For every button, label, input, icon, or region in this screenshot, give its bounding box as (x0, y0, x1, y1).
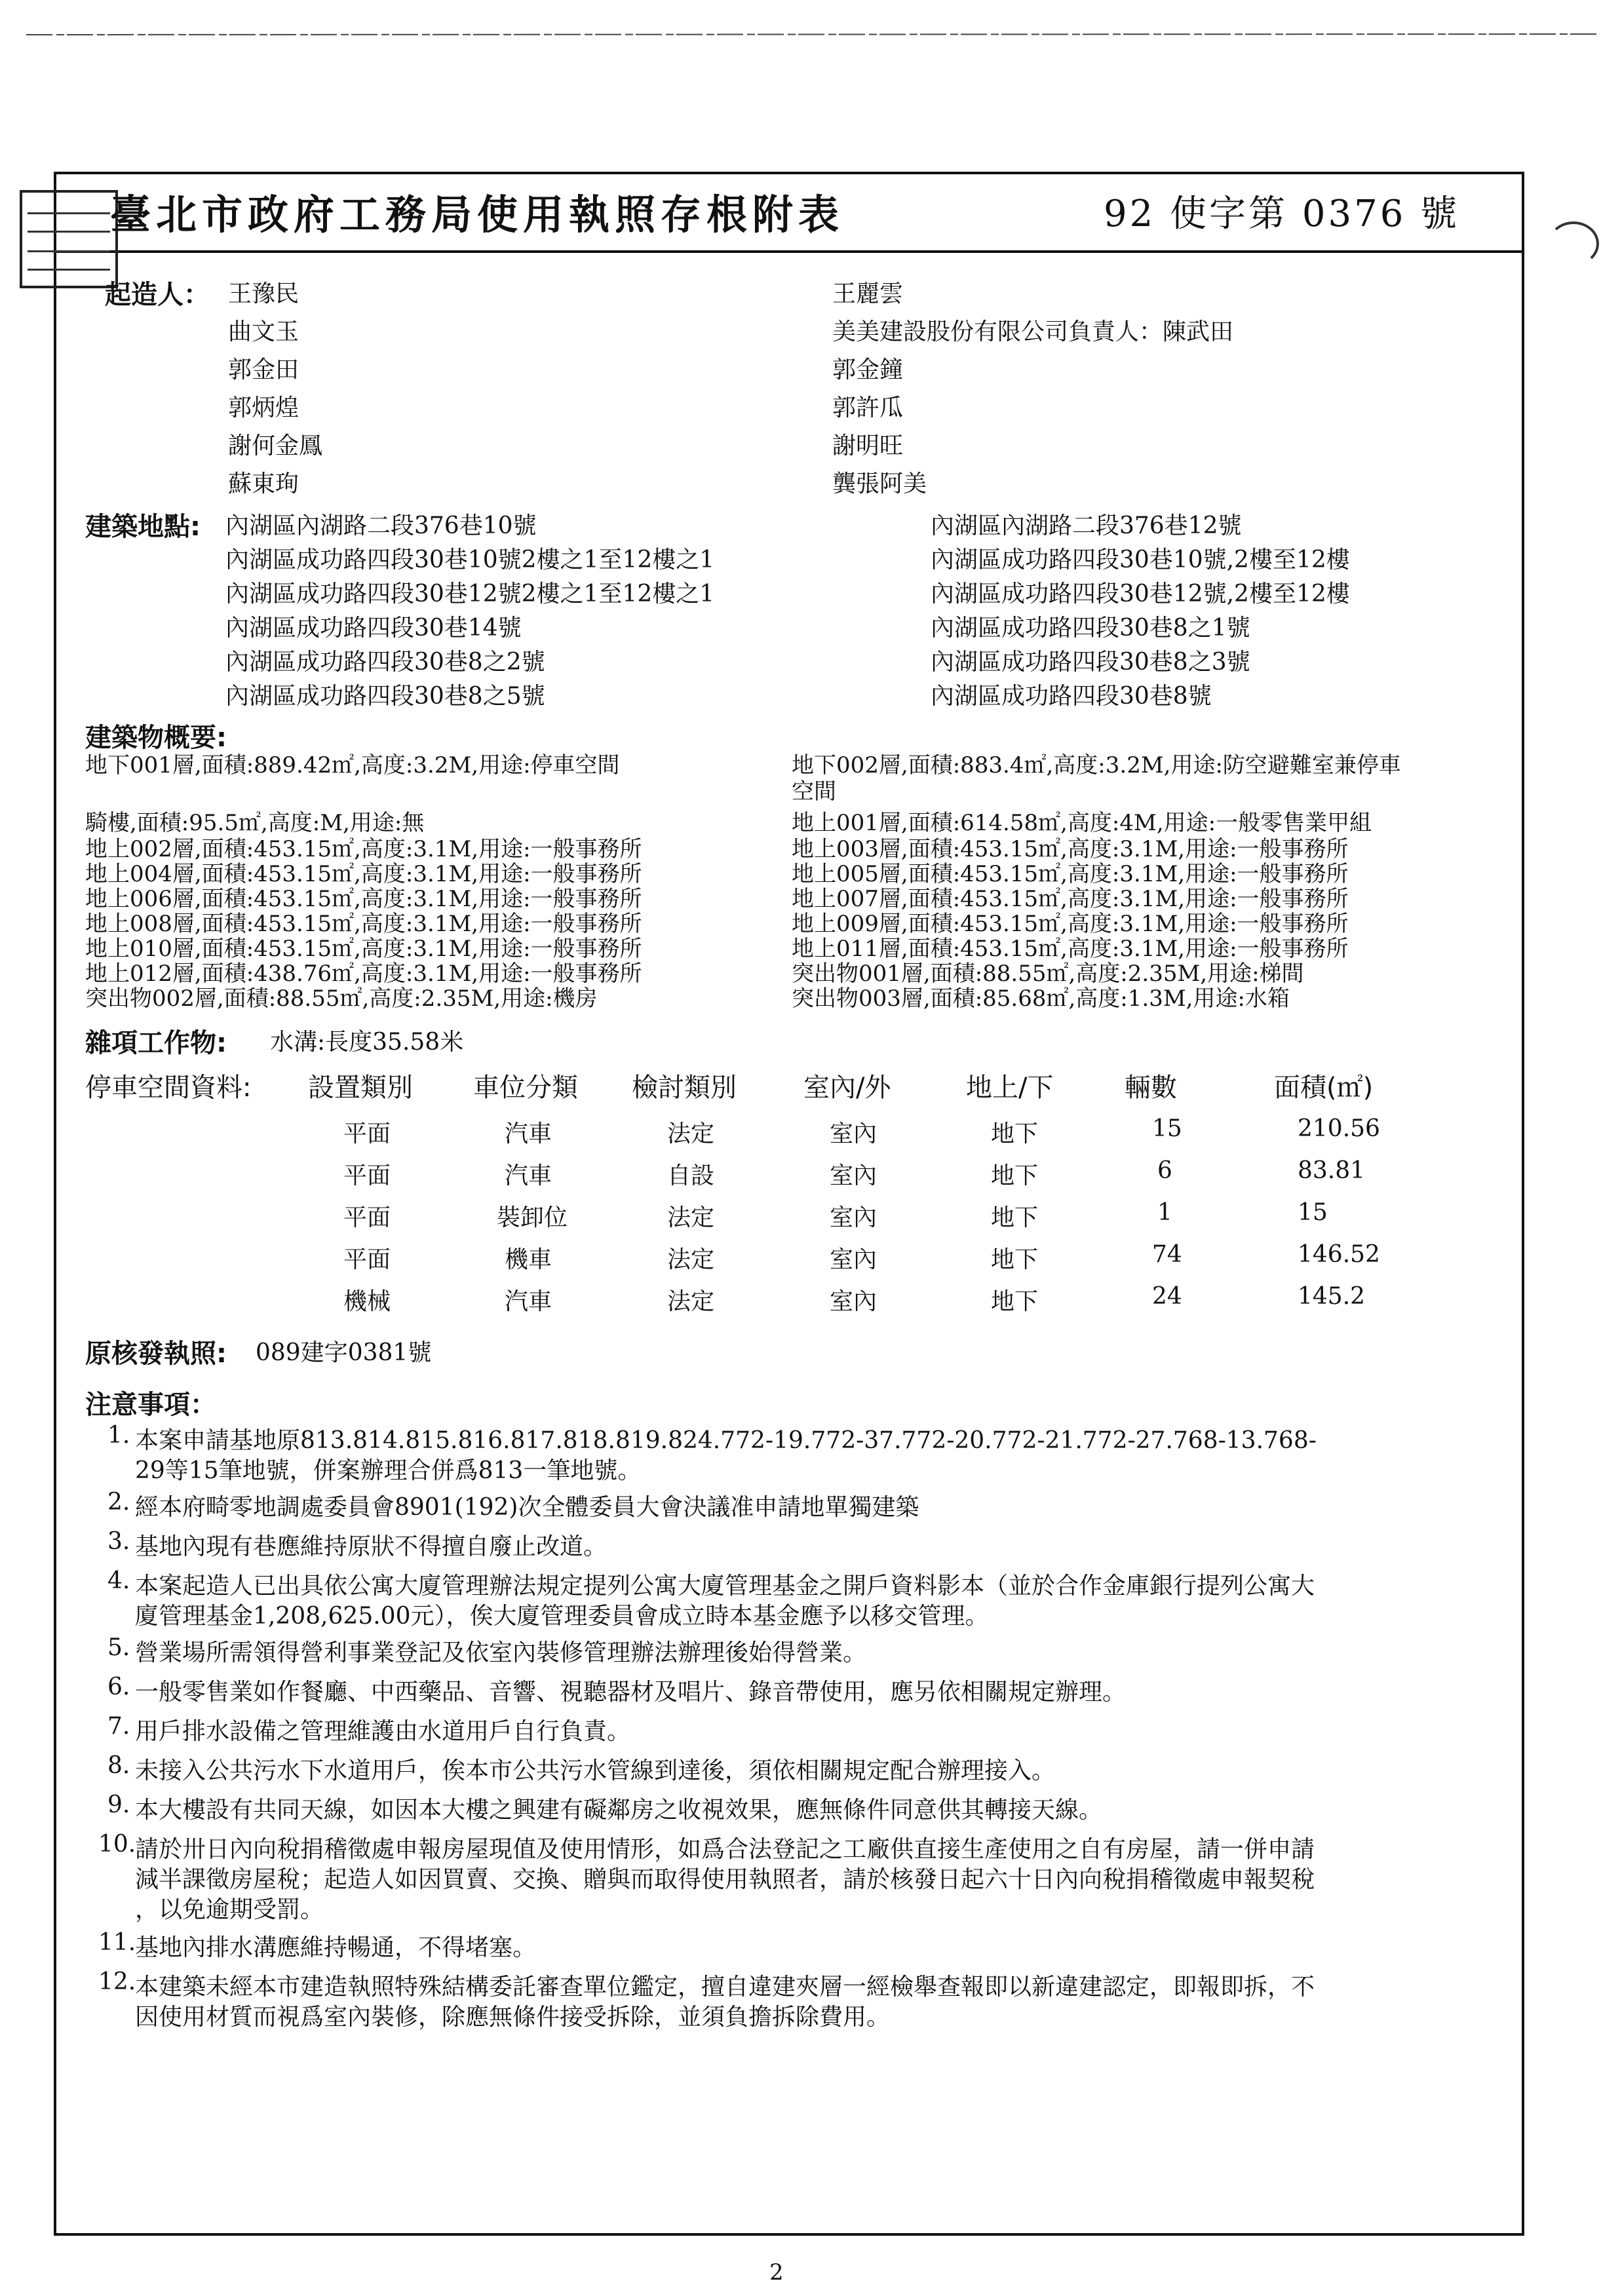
starters-label: 起造人： (105, 280, 210, 310)
note-text: 廈管理基金1,208,625.00元），俟大廈管理委員會成立時本基金應予以移交管理。 (135, 1603, 989, 1630)
starter-name: 曲文玉 (228, 318, 299, 345)
floor-entry: 地上009層,面積:453.15㎡,高度:3.1M,用途:一般事務所 (792, 911, 1349, 937)
parking-cell: 地下 (991, 1204, 1039, 1231)
parking-cell: 室內 (830, 1288, 878, 1315)
original-permit-label: 原核發執照: (85, 1339, 227, 1369)
note-number: 5. (107, 1634, 130, 1661)
hole-punch-mark (1548, 221, 1599, 266)
parking-cell: 1 (1157, 1199, 1172, 1226)
parking-header: 檢討類別 (632, 1073, 737, 1103)
parking-cell: 地下 (991, 1120, 1039, 1147)
note-number: 9. (107, 1791, 130, 1818)
floor-entry: 地下002層,面積:883.4㎡,高度:3.2M,用途:防空避難室兼停車 (792, 752, 1401, 778)
parking-cell: 15 (1152, 1115, 1182, 1142)
parking-header: 地上/下 (966, 1073, 1054, 1103)
floor-entry: 地上008層,面積:453.15㎡,高度:3.1M,用途:一般事務所 (85, 911, 642, 937)
parking-header: 面積(㎡) (1274, 1073, 1374, 1103)
note-number: 2. (107, 1489, 130, 1516)
note-text: 本案申請基地原813.814.815.816.817.818.819.824.772-19.772-37.772-20.772-21.772-27.768-13.768- (135, 1427, 1317, 1454)
parking-cell: 法定 (667, 1288, 715, 1315)
note-text: 減半課徵房屋稅；起造人如因買賣、交換、贈與而取得使用執照者，請於核發日起六十日內向稅捐稽徵處申報契稅 (135, 1866, 1315, 1893)
parking-cell: 平面 (343, 1204, 391, 1231)
parking-label: 停車空間資料: (85, 1073, 252, 1103)
parking-cell: 210.56 (1298, 1115, 1380, 1142)
note-number: 4. (107, 1567, 130, 1594)
floor-entry: 地上003層,面積:453.15㎡,高度:3.1M,用途:一般事務所 (792, 836, 1349, 862)
site-address: 內湖區成功路四段30巷12號,2樓至12樓 (931, 581, 1350, 607)
parking-cell: 機車 (505, 1246, 552, 1273)
parking-cell: 汽車 (505, 1162, 552, 1189)
building-label: 建築物概要: (85, 723, 227, 753)
starter-name: 龔張阿美 (832, 470, 927, 497)
floor-entry: 地上005層,面積:453.15㎡,高度:3.1M,用途:一般事務所 (792, 861, 1349, 887)
site-address: 內湖區內湖路二段376巷10號 (225, 512, 537, 539)
misc-label: 雜項工作物: (85, 1028, 227, 1058)
note-number: 3. (107, 1528, 130, 1555)
note-text: 本大樓設有共同天線，如因本大樓之興建有礙鄰房之收視效果，應無條件同意供其轉接天線。 (135, 1797, 1103, 1824)
floor-entry: 突出物003層,面積:85.68㎡,高度:1.3M,用途:水箱 (792, 985, 1290, 1012)
site-address: 內湖區成功路四段30巷8之5號 (225, 683, 545, 710)
note-number: 8. (107, 1752, 130, 1779)
note-text: 本案起造人已出具依公寓大廈管理辦法規定提列公寓大廈管理基金之開戶資料影本（並於合作金庫銀行提列公寓大 (135, 1573, 1315, 1599)
note-number: 6. (107, 1674, 130, 1700)
floor-entry: 騎樓,面積:95.5㎡,高度:M,用途:無 (85, 810, 425, 836)
parking-header: 設置類別 (308, 1073, 413, 1103)
parking-cell: 汽車 (505, 1120, 552, 1147)
parking-header: 車位分類 (473, 1073, 578, 1103)
parking-cell: 室內 (830, 1204, 878, 1231)
note-number: 1. (107, 1422, 130, 1449)
parking-cell: 自設 (667, 1162, 715, 1189)
site-address: 內湖區內湖路二段376巷12號 (931, 512, 1242, 539)
parking-cell: 146.52 (1298, 1241, 1380, 1268)
document-title: 臺北市政府工務局使用執照存根附表 (110, 191, 845, 239)
starter-name: 郭金田 (228, 356, 299, 383)
floor-entry: 地下001層,面積:889.42㎡,高度:3.2M,用途:停車空間 (85, 752, 620, 778)
note-number: 7. (107, 1713, 130, 1740)
floor-entry: 地上007層,面積:453.15㎡,高度:3.1M,用途:一般事務所 (792, 886, 1349, 912)
parking-cell: 法定 (667, 1246, 715, 1273)
parking-cell: 室內 (830, 1120, 878, 1147)
parking-cell: 汽車 (505, 1288, 552, 1315)
note-number: 11. (98, 1929, 136, 1956)
floor-entry: 突出物001層,面積:88.55㎡,高度:2.35M,用途:梯間 (792, 961, 1304, 987)
site-address: 內湖區成功路四段30巷8之3號 (931, 649, 1250, 676)
title-divider (54, 250, 1524, 253)
parking-cell: 74 (1152, 1241, 1182, 1268)
floor-entry: 地上001層,面積:614.58㎡,高度:4M,用途:一般零售業甲組 (792, 810, 1372, 836)
floor-entry: 地上006層,面積:453.15㎡,高度:3.1M,用途:一般事務所 (85, 886, 642, 912)
floor-entry: 地上010層,面積:453.15㎡,高度:3.1M,用途:一般事務所 (85, 936, 642, 962)
note-text: 未接入公共污水下水道用戶，俟本市公共污水管線到達後，須依相關規定配合辦理接入。 (135, 1757, 1056, 1784)
parking-header: 輛數 (1125, 1073, 1177, 1103)
parking-cell: 機械 (343, 1288, 391, 1315)
parking-cell: 法定 (667, 1120, 715, 1147)
note-text: 經本府畸零地調處委員會8901(192)次全體委員大會決議准申請地單獨建築 (135, 1494, 919, 1521)
parking-cell: 裝卸位 (497, 1204, 568, 1231)
floor-entry: 地上011層,面積:453.15㎡,高度:3.1M,用途:一般事務所 (792, 936, 1349, 962)
note-text: 29等15筆地號，併案辦理合併爲813一筆地號。 (135, 1457, 642, 1484)
note-text: 用戶排水設備之管理維護由水道用戶自行負責。 (135, 1718, 631, 1745)
original-permit-value: 089建字0381號 (256, 1339, 432, 1366)
parking-cell: 145.2 (1298, 1283, 1366, 1310)
note-text: 一般零售業如作餐廳、中西藥品、音響、視聽器材及唱片、錄音帶使用，應另依相關規定辦理。 (135, 1679, 1127, 1706)
note-number: 12. (98, 1968, 136, 1995)
floor-entry: 空間 (792, 778, 836, 805)
official-seal-stamp (20, 190, 118, 288)
site-address: 內湖區成功路四段30巷8號 (931, 683, 1212, 710)
parking-cell: 地下 (991, 1246, 1039, 1273)
page-number: 2 (769, 2259, 784, 2286)
floor-entry: 突出物002層,面積:88.55㎡,高度:2.35M,用途:機房 (85, 985, 598, 1012)
floor-entry: 地上002層,面積:453.15㎡,高度:3.1M,用途:一般事務所 (85, 836, 642, 862)
parking-cell: 6 (1157, 1157, 1172, 1184)
floor-entry: 地上004層,面積:453.15㎡,高度:3.1M,用途:一般事務所 (85, 861, 642, 887)
misc-value: 水溝:長度35.58米 (270, 1029, 464, 1056)
parking-cell: 平面 (343, 1246, 391, 1273)
starter-name: 郭金鐘 (832, 356, 904, 383)
parking-cell: 15 (1298, 1199, 1328, 1226)
starter-name: 謝明旺 (832, 432, 904, 459)
parking-cell: 平面 (343, 1162, 391, 1189)
parking-cell: 83.81 (1298, 1157, 1366, 1184)
parking-cell: 法定 (667, 1204, 715, 1231)
parking-header: 室內/外 (803, 1073, 891, 1103)
note-text: 基地內現有巷應維持原狀不得擅自廢止改道。 (135, 1533, 608, 1560)
parking-cell: 地下 (991, 1162, 1039, 1189)
note-text: 本建築未經本市建造執照特殊結構委託審查單位鑑定，擅自違建夾層一經檢舉查報即以新違建認定，即報即拆，不 (135, 1974, 1315, 2000)
parking-cell: 室內 (830, 1162, 878, 1189)
note-text: 請於卅日內向稅捐稽徵處申報房屋現值及使用情形，如爲合法登記之工廠供直接生產使用之自有房屋，請一併申請 (135, 1836, 1315, 1863)
starter-name: 王麗雲 (832, 280, 904, 307)
starter-name: 蘇東珣 (228, 470, 299, 497)
site-address: 內湖區成功路四段30巷10號2樓之1至12樓之1 (225, 546, 715, 573)
parking-cell: 平面 (343, 1120, 391, 1147)
floor-entry: 地上012層,面積:438.76㎡,高度:3.1M,用途:一般事務所 (85, 961, 642, 987)
note-text: 基地內排水溝應維持暢通，不得堵塞。 (135, 1934, 537, 1961)
permit-number: 92 使字第 0376 號 (1104, 193, 1460, 235)
starter-name: 謝何金鳳 (228, 432, 323, 459)
notes-label: 注意事項： (85, 1390, 216, 1420)
note-text: ，以免逾期受罰。 (135, 1896, 324, 1923)
starter-name: 王豫民 (228, 280, 299, 307)
site-address: 內湖區成功路四段30巷8之1號 (931, 615, 1250, 641)
parking-cell: 地下 (991, 1288, 1039, 1315)
parking-cell: 室內 (830, 1246, 878, 1273)
starter-name: 郭炳煌 (228, 394, 299, 421)
scan-artifact-line (26, 31, 1599, 38)
site-address: 內湖區成功路四段30巷10號,2樓至12樓 (931, 546, 1350, 573)
note-number: 10. (98, 1831, 136, 1858)
parking-cell: 24 (1152, 1283, 1182, 1310)
site-address: 內湖區成功路四段30巷12號2樓之1至12樓之1 (225, 581, 715, 607)
starter-name: 郭許瓜 (832, 394, 904, 421)
note-text: 因使用材質而視爲室內裝修，除應無條件接受拆除，並須負擔拆除費用。 (135, 2004, 891, 2031)
site-address: 內湖區成功路四段30巷8之2號 (225, 649, 545, 676)
site-address: 內湖區成功路四段30巷14號 (225, 615, 522, 641)
site-label: 建築地點: (85, 512, 201, 542)
note-text: 營業場所需領得營利事業登記及依室內裝修管理辦法辦理後始得營業。 (135, 1639, 867, 1666)
starter-name: 美美建設股份有限公司負責人：陳武田 (832, 318, 1234, 345)
